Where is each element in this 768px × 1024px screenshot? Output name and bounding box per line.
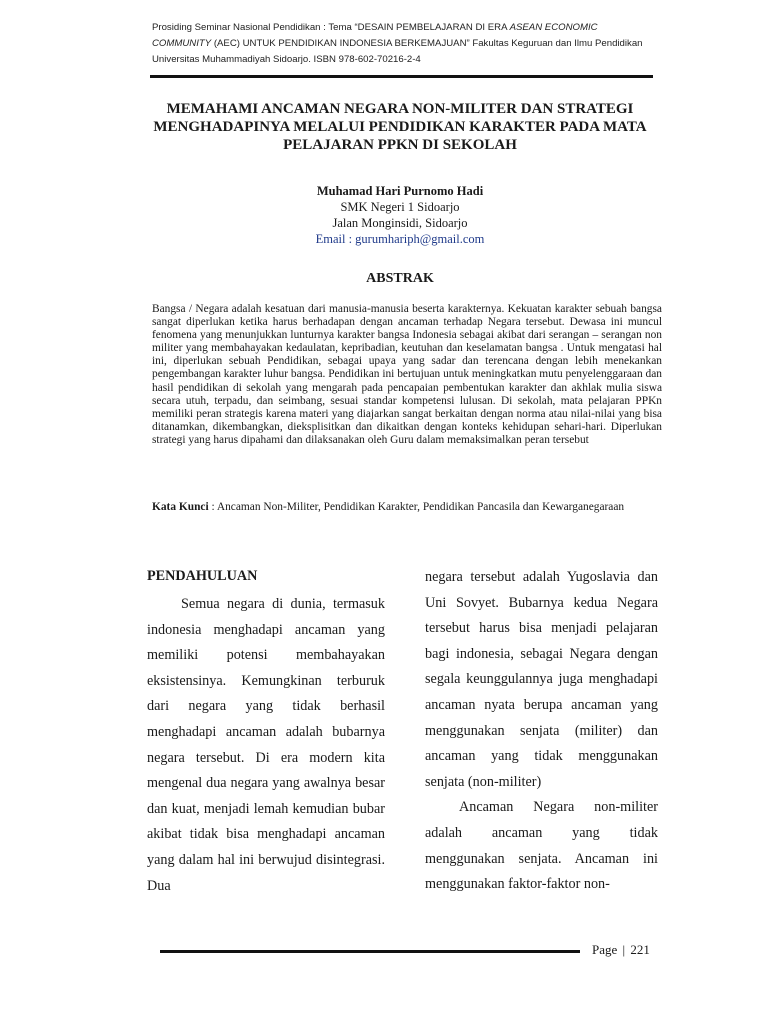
header-text-c: (AEC) UNTUK PENDIDIKAN INDONESIA BERKEMAJUAN” Fakultas Keguruan dan Ilmu Pendidikan Universitas Muhammadiyah Sidoarjo. ISBN 978-602-70216-2-4 bbox=[152, 38, 643, 65]
page-number-value: 221 bbox=[630, 942, 650, 957]
author-affiliation: SMK Negeri 1 Sidoarjo bbox=[340, 200, 460, 214]
footer-rule bbox=[160, 950, 580, 953]
author-block bbox=[130, 183, 670, 247]
section-heading: PENDAHULUAN bbox=[147, 568, 258, 584]
body-column-right bbox=[425, 565, 658, 898]
proceedings-header bbox=[152, 20, 652, 68]
header-text-a: Prosiding Seminar Nasional Pendidikan : Tema “DESAIN PEMBELAJARAN DI ERA bbox=[152, 22, 510, 33]
body-paragraph: Ancaman Negara non-militer adalah ancaman yang tidak menggunakan senjata. Ancaman ini menggunakan faktor-faktor non- bbox=[425, 799, 658, 893]
paper-title: MEMAHAMI ANCAMAN NEGARA NON-MILITER DAN STRATEGI MENGHADAPINYA MELALUI PENDIDIKAN KARAKTER PADA MATA PELAJARAN PPKN DI SEKOLAH bbox=[153, 101, 647, 153]
author-name: Muhamad Hari Purnomo Hadi bbox=[316, 184, 484, 198]
header-rule bbox=[150, 75, 653, 78]
body-paragraph: negara tersebut adalah Yugoslavia dan Uni Sovyet. Bubarnya kedua Negara tersebut harus bisa menjadi pelajaran bagi indonesia, sebagai Negara dengan segala keunggulannya juga menghadapi ancaman nyata berupa ancaman yang menggunakan senjata (militer) dan ancaman yang tidak menggunakan senjata (non-militer) bbox=[425, 569, 658, 790]
page-number bbox=[592, 942, 650, 958]
author-address: Jalan Monginsidi, Sidoarjo bbox=[332, 216, 468, 230]
keywords-label: Kata Kunci bbox=[152, 501, 209, 513]
header-text-italic: ASEAN ECONOMIC COMMUNITY bbox=[152, 22, 598, 49]
page-label: Page bbox=[592, 942, 618, 957]
body-paragraph: Semua negara di dunia, termasuk indonesia menghadapi ancaman yang memiliki potensi membahayakan eksistensinya. Kemungkinan terburuk dari negara yang tidak berhasil menghadapi ancaman adalah bubarnya negara tersebut. Di era modern kita mengenal dua negara yang awalnya besar dan kuat, menjadi lemah kemudian bubar akibat tidak bisa menghadapi ancaman yang dalam hal ini berwujud disintegrasi. Dua bbox=[147, 596, 385, 894]
body-column-left bbox=[147, 565, 385, 899]
abstract-body: Bangsa / Negara adalah kesatuan dari manusia-manusia beserta karakternya. Kekuatan karakter sebuah bangsa sangat diperlukan ketika harus berhadapan dengan ancaman terhadap Negara tersebut. Dewasa ini muncul fenomena yang menunjukkan lunturnya karakter bangsa Indonesia sebagai akibat dari serangan – serangan non militer yang membahayakan kedaulatan, kepribadian, keutuhan dan keselamatan bangsa . Untuk mengatasi hal ini, diperlukan sebuah Pendidikan, sebagai upaya yang sadar dan terencana dengan lebih menekankan pengembangan karakter luhur bangsa. Pendidikan ini bertujuan untuk meningkatkan mutu penyelenggaraan dan hasil pendidikan di sekolah yang mengarah pada pencapaian pembentukan karakter dan akhlak mulia siswa secara utuh, terpadu, dan seimbang, sesuai standar kompetensi lulusan. Di sekolah, mata pelajaran PPKn memiliki peran strategis karena materi yang diajarkan sangat berkaitan dengan norma atau nilai-nilai yang bisa ditanamkan, dikembangkan, dieksplisitkan dan dikaitkan dengan konteks kehidupan sehari-hari. Diperlukan strategi yang harus dipahami dan dilaksanakan oleh Guru dalam memaksimalkan peran tersebut bbox=[152, 303, 662, 446]
abstract-heading: ABSTRAK bbox=[366, 271, 434, 286]
author-email: Email : gurumhariph@gmail.com bbox=[315, 232, 485, 246]
keywords bbox=[152, 500, 662, 514]
keywords-text: : Ancaman Non-Militer, Pendidikan Karakter, Pendidikan Pancasila dan Kewarganegaraan bbox=[208, 501, 625, 513]
page-separator: | bbox=[622, 942, 626, 957]
